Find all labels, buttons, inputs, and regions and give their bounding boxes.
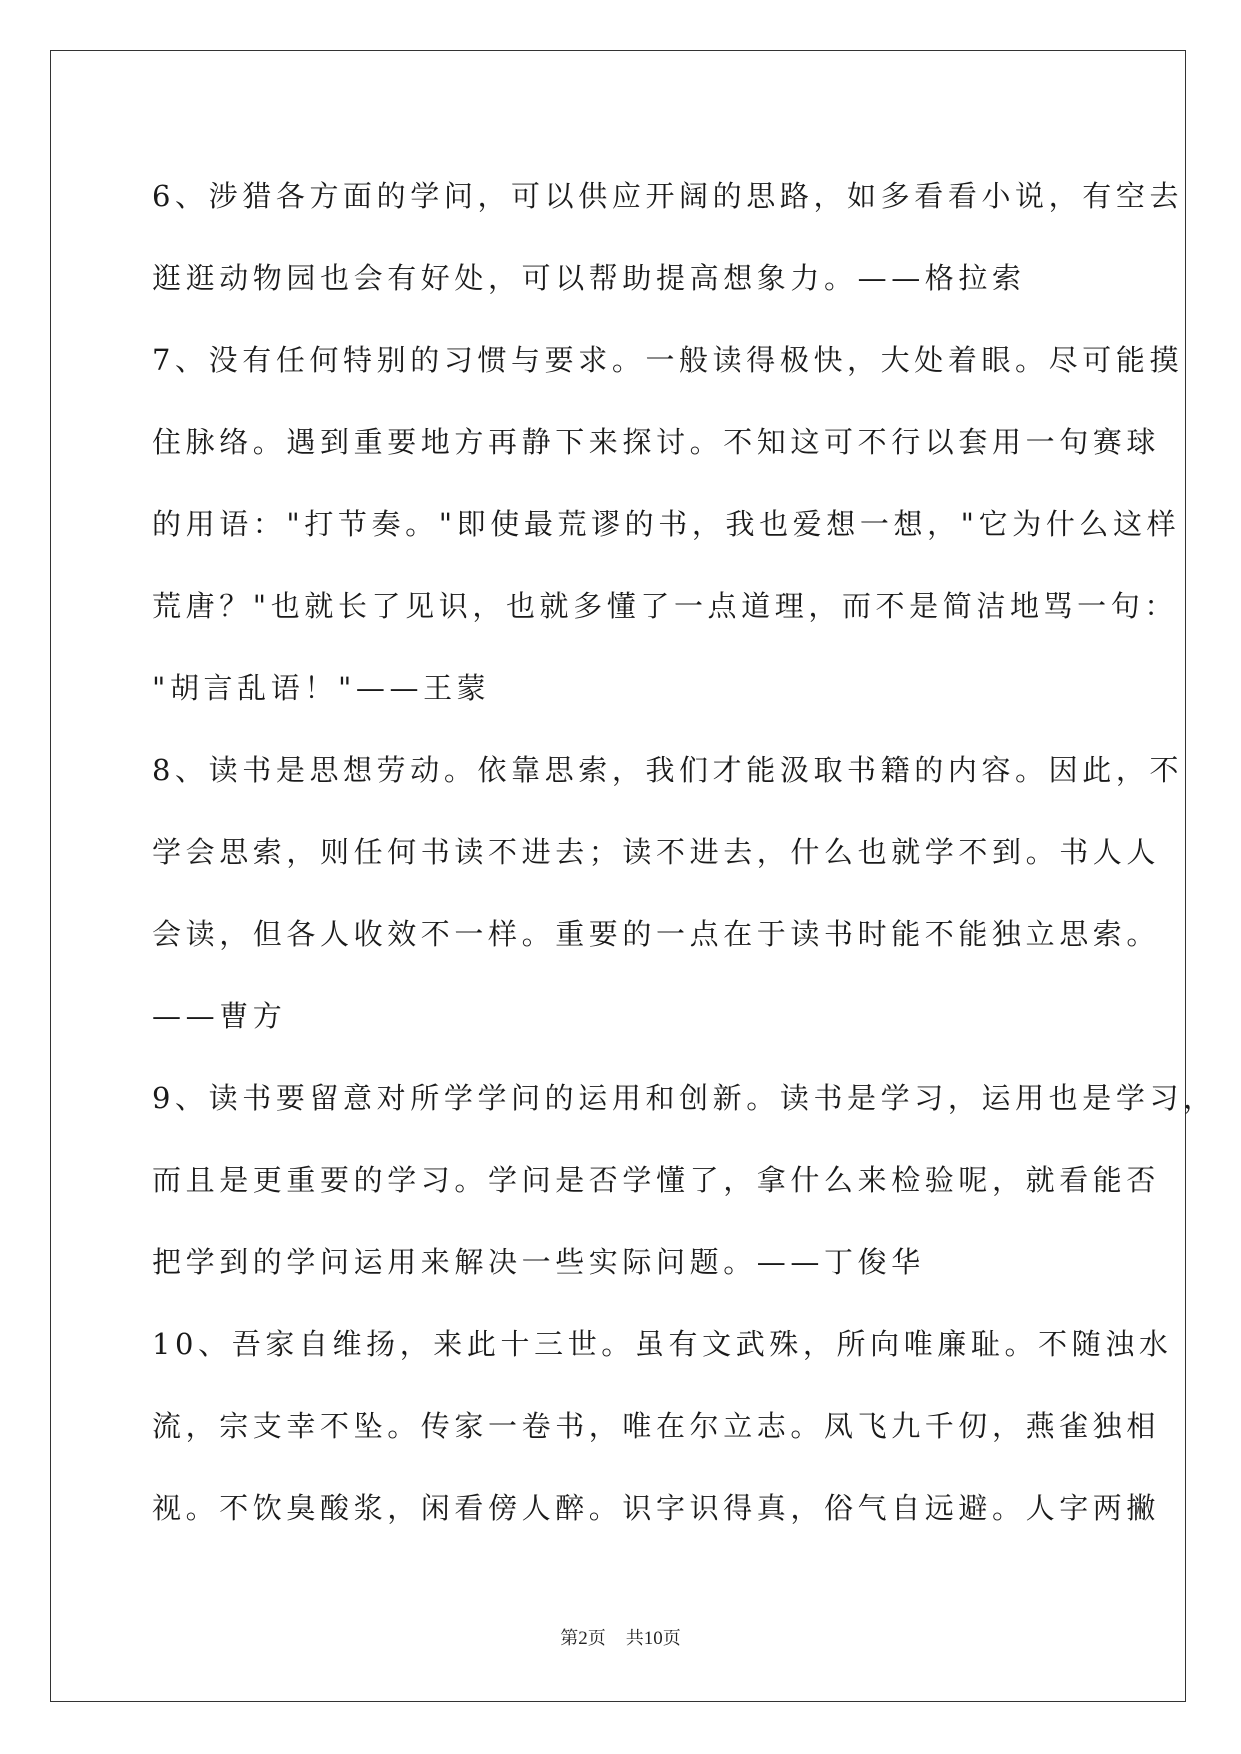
text-line: 把学到的学问运用来解决一些实际问题。——丁俊华: [152, 1245, 925, 1279]
text-line: 住脉络。遇到重要地方再静下来探讨。不知这可不行以套用一句赛球: [152, 425, 1161, 459]
text-line: ——曹方: [152, 999, 287, 1033]
text-line: 会读，但各人收效不一样。重要的一点在于读书时能不能独立思索。: [152, 917, 1161, 951]
text-line: 10、吾家自维扬，来此十三世。虽有文武殊，所向唯廉耻。不随浊水: [152, 1327, 1173, 1361]
text-line: 8、读书是思想劳动。依靠思索，我们才能汲取书籍的内容。因此，不: [152, 753, 1184, 787]
text-line: 而且是更重要的学习。学问是否学懂了，拿什么来检验呢，就看能否: [152, 1163, 1161, 1197]
text-line: "胡言乱语！"——王蒙: [152, 671, 491, 705]
text-line: 7、没有任何特别的习惯与要求。一般读得极快，大处着眼。尽可能摸: [152, 343, 1184, 377]
document-body: [152, 166, 1217, 1560]
total-pages-label: 共10页: [625, 1628, 681, 1649]
text-line: 9、读书要留意对所学学问的运用和创新。读书是学习，运用也是学习，: [152, 1081, 1217, 1115]
text-line: 6、涉猎各方面的学问，可以供应开阔的思路，如多看看小说，有空去: [152, 179, 1184, 213]
text-line: 视。不饮臭酸浆，闲看傍人醉。识字识得真，俗气自远避。人字两撇: [152, 1491, 1161, 1525]
text-line: 逛逛动物园也会有好处，可以帮助提高想象力。——格拉索: [152, 261, 1026, 295]
text-line: 荒唐？"也就长了见识，也就多懂了一点道理，而不是简洁地骂一句：: [152, 589, 1178, 623]
text-line: 学会思索，则任何书读不进去；读不进去，什么也就学不到。书人人: [152, 835, 1161, 869]
page-footer: [0, 1624, 1241, 1650]
page-number-label: 第2页: [560, 1628, 606, 1649]
text-line: 的用语："打节奏。"即使最荒谬的书，我也爱想一想，"它为什么这样: [152, 507, 1181, 541]
text-line: 流，宗支幸不坠。传家一卷书，唯在尔立志。凤飞九千仞，燕雀独相: [152, 1409, 1161, 1443]
